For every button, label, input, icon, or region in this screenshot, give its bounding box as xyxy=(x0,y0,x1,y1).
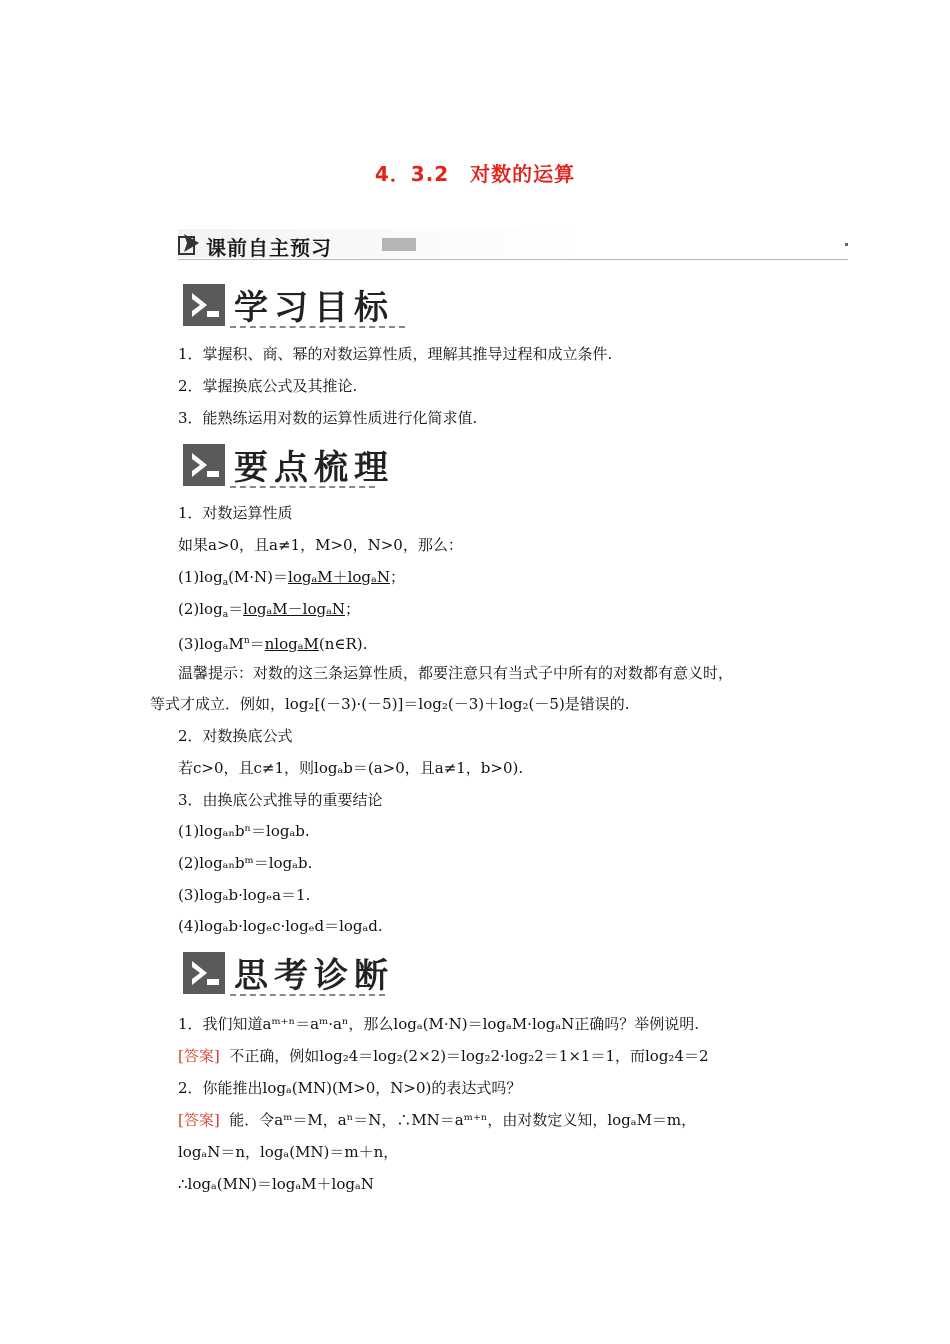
formula-line: (4)logₐb·logₑc·logₑd＝logₐd. xyxy=(178,917,383,935)
formula-text: (1)log xyxy=(178,568,223,586)
heading-underline xyxy=(230,994,385,996)
heading-underline xyxy=(230,486,375,488)
formula-text: (2)log xyxy=(178,600,223,618)
banner-arrow-icon xyxy=(178,233,200,255)
page-title: 4．3.2 对数的运算 xyxy=(374,162,576,186)
formula-line: $(2)\log_a=\log_aM-\log_aN$； xyxy=(178,600,361,620)
tip-text: 等式才成立．例如，log₂[(－3)·(－5)]＝log₂(－3)＋log₂(－5)是错误的. xyxy=(150,695,630,713)
formula-text: ； xyxy=(345,600,361,618)
formula-text: (M·N)＝ xyxy=(228,568,289,586)
point-text: 若c>0，且c≠1，则logₐb＝(a>0，且a≠1，b>0). xyxy=(178,759,524,777)
formula-line: $(1)\log_a(M\cdot N)=\log_aM+\log_aN$； xyxy=(178,568,405,588)
section-banner xyxy=(178,229,848,260)
point-title: 1．对数运算性质 xyxy=(178,504,293,522)
heading-underline xyxy=(230,326,405,328)
goal-item: 2．掌握换底公式及其推论. xyxy=(178,377,358,395)
point-text: 如果a>0，且a≠1，M>0，N>0，那么： xyxy=(178,536,463,554)
formula-text: ； xyxy=(389,568,405,586)
formula-line: (3)logₐM$^n$＝nlogₐM(n∈R). xyxy=(178,635,368,653)
formula-answer: logₐM＋logₐN xyxy=(288,568,390,586)
chevron-right-icon xyxy=(183,284,225,326)
answer-text: ∴logₐ(MN)＝logₐM＋logₐN xyxy=(178,1175,374,1193)
chevron-right-icon xyxy=(183,952,225,994)
section-heading-text: 要点梳理 xyxy=(234,448,394,488)
formula-line: (2)logₐₙbᵐ＝logₐb. xyxy=(178,854,313,872)
formula-line: (1)logₐₙbⁿ＝logₐb. xyxy=(178,822,310,840)
formula-text: ＝ xyxy=(249,635,265,653)
answer-label: [答案] xyxy=(178,1047,220,1065)
question-text: 2．你能推出logₐ(MN)(M>0，N>0)的表达式吗？ xyxy=(178,1079,522,1097)
point-title: 3．由换底公式推导的重要结论 xyxy=(178,791,383,809)
answer-line xyxy=(178,1110,696,1130)
answer-text: 能．令aᵐ＝M，aⁿ＝N，∴MN＝aᵐ⁺ⁿ，由对数定义知，logₐM＝m， xyxy=(229,1111,697,1129)
formula-text: (n∈R). xyxy=(318,635,368,653)
answer-line xyxy=(178,1046,709,1066)
goal-item: 3．能熟练运用对数的运算性质进行化简求值. xyxy=(178,409,478,427)
formula-line: (3)logₐb·logₑa＝1. xyxy=(178,886,311,904)
banner-bar xyxy=(382,238,416,251)
section-heading-text: 思考诊断 xyxy=(234,956,394,996)
answer-label: [答案] xyxy=(178,1111,220,1129)
formula-text: (3)logₐM xyxy=(178,635,244,653)
section-heading-text: 学习目标 xyxy=(234,288,394,328)
banner-dot xyxy=(845,243,848,246)
point-title: 2．对数换底公式 xyxy=(178,727,293,745)
chevron-right-icon xyxy=(183,444,225,486)
formula-text: ＝ xyxy=(228,600,244,618)
goal-item: 1．掌握积、商、幂的对数运算性质，理解其推导过程和成立条件. xyxy=(178,345,613,363)
tip-text: 温馨提示：对数的这三条运算性质，都要注意只有当式子中所有的对数都有意义时， xyxy=(178,664,734,682)
formula-answer: logₐM－logₐN xyxy=(243,600,345,618)
question-text: 1．我们知道aᵐ⁺ⁿ＝aᵐ·aⁿ，那么logₐ(M·N)＝logₐM·logₐN正确吗？举例说明. xyxy=(178,1015,700,1033)
banner-label: 课前自主预习 xyxy=(206,236,332,260)
formula-answer: nlogₐM xyxy=(264,635,319,653)
answer-text: 不正确，例如log₂4＝log₂(2×2)＝log₂2·log₂2＝1×1＝1，而log₂4＝2 xyxy=(229,1047,709,1065)
answer-text: logₐN＝n，logₐ(MN)＝m＋n， xyxy=(178,1143,399,1161)
